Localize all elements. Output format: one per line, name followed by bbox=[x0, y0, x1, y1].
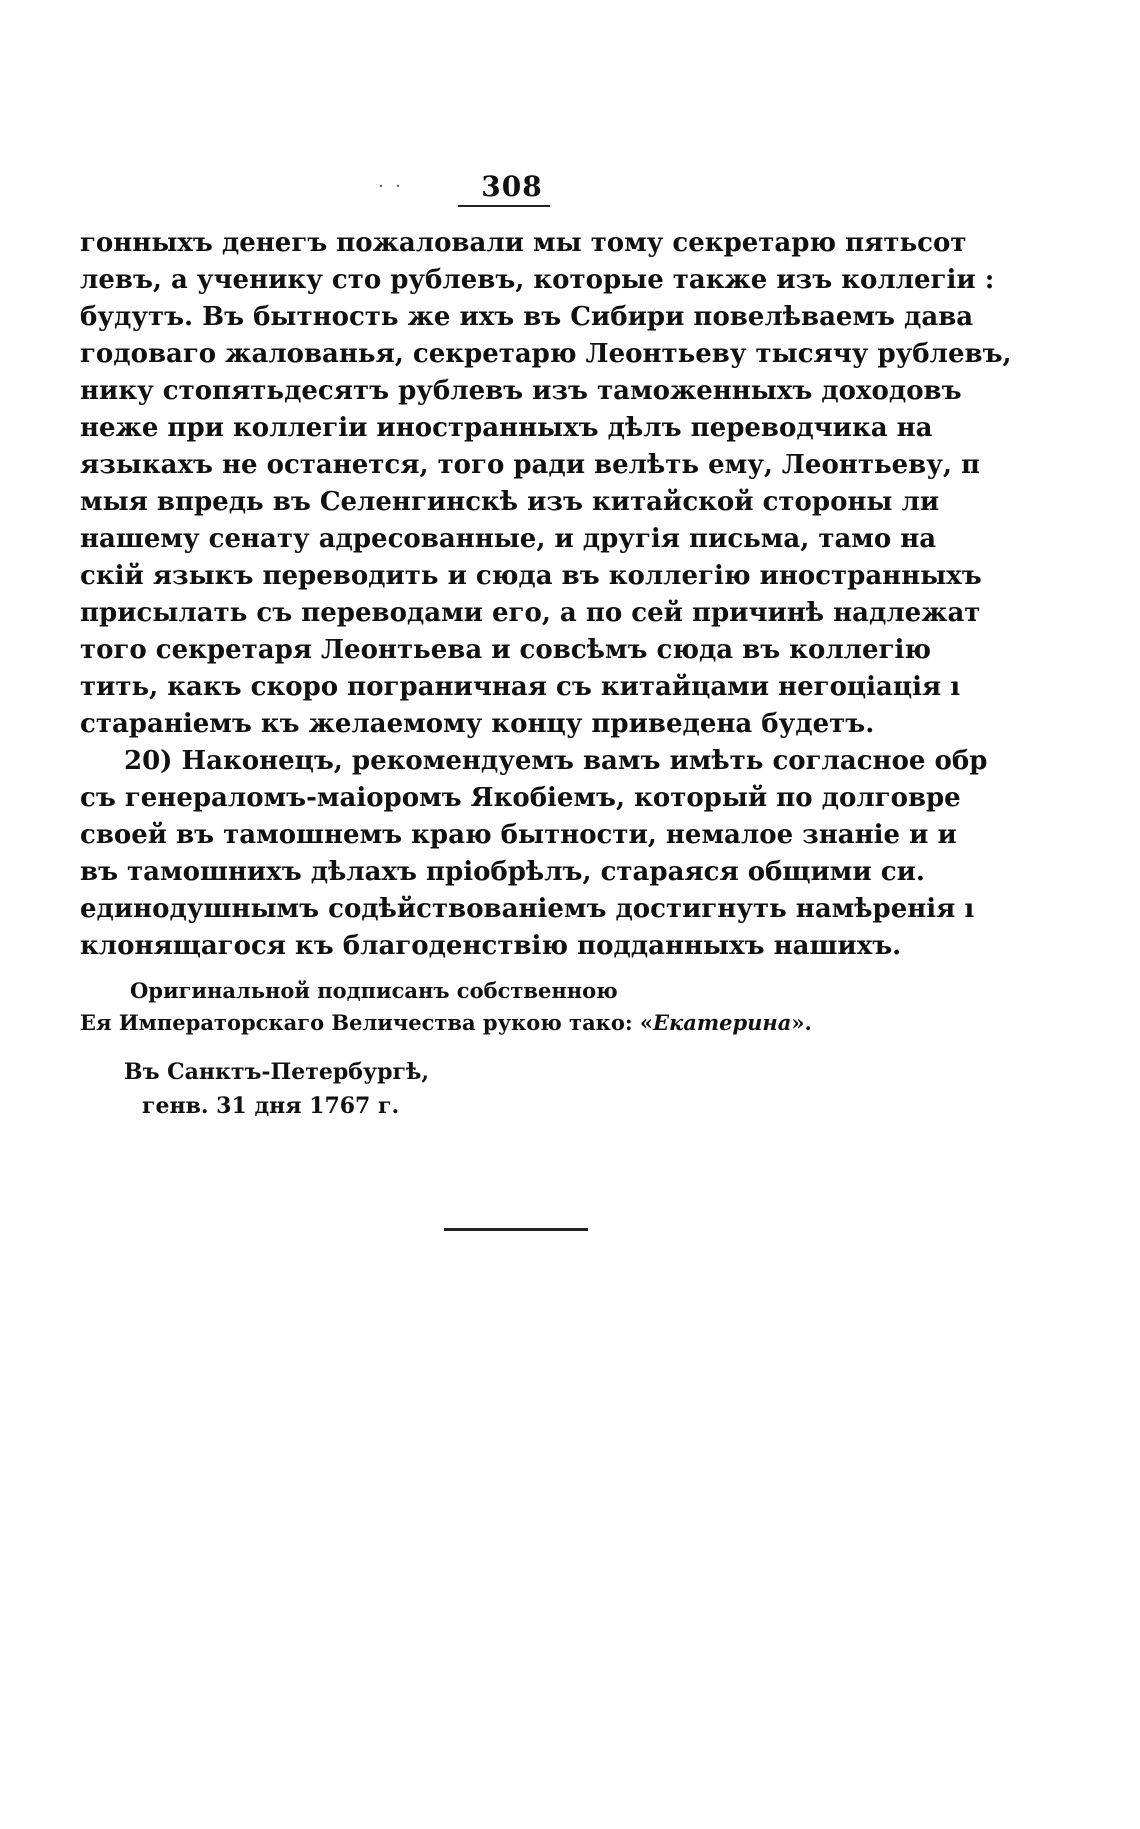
signature-prefix: Ея Императорскаго Величества рукою тако: « bbox=[80, 1010, 654, 1035]
text-line: будутъ. Въ бытность же ихъ въ Сибири повелѣваемъ дава bbox=[80, 302, 974, 332]
text-line: неже при коллегіи иностранныхъ дѣлъ переводчика на bbox=[80, 413, 933, 443]
text-line: гонныхъ денегъ пожаловали мы тому секретарю пятьсот bbox=[80, 228, 967, 258]
text-line: своей въ тамошнемъ краю бытности, немалое знаніе и и bbox=[80, 820, 957, 850]
text-line: тить, какъ скоро пограничная съ китайцами негоціація ı bbox=[80, 672, 961, 702]
text-line: клонящагося къ благоденствію подданныхъ нашихъ. bbox=[80, 931, 902, 961]
paragraph-20-start: 20) Наконецъ, рекомендуемъ вамъ имѣть согласное обр bbox=[124, 746, 988, 776]
text-line: того секретаря Леонтьева и совсѣмъ сюда въ коллегію bbox=[80, 635, 932, 665]
text-line: годоваго жалованья, секретарю Леонтьеву тысячу рублевъ, bbox=[80, 339, 1012, 369]
text-line: мыя впредь въ Селенгинскѣ изъ китайской стороны ли bbox=[80, 487, 940, 517]
place-line: Въ Санктъ-Петербургѣ, bbox=[124, 1059, 430, 1085]
text-line: стараніемъ къ желаемому концу приведена будетъ. bbox=[80, 709, 875, 739]
text-line: единодушнымъ содѣйствованіемъ достигнуть намѣренія ı bbox=[80, 894, 975, 924]
body-text bbox=[80, 225, 1012, 965]
text-line: присылать съ переводами его, а по сей причинѣ надлежат bbox=[80, 598, 981, 628]
margin-specks: · · bbox=[378, 176, 401, 197]
date-line: генв. 31 дня 1767 г. bbox=[142, 1093, 400, 1119]
text-line: языкахъ не останется, того ради велѣть ему, Леонтьеву, п bbox=[80, 450, 980, 480]
text-line: нику стопятьдесятъ рублевъ изъ таможенныхъ доходовъ bbox=[80, 376, 962, 406]
signature-block bbox=[80, 975, 840, 1039]
text-line: левъ, а ученику сто рублевъ, которые также изъ коллегіи : bbox=[80, 265, 995, 295]
page-number: 308 bbox=[481, 170, 543, 203]
place-date-block bbox=[124, 1055, 429, 1123]
end-rule bbox=[444, 1228, 588, 1231]
signature-suffix: ». bbox=[791, 1010, 812, 1035]
text-line: въ тамошнихъ дѣлахъ пріобрѣлъ, стараяся общими си. bbox=[80, 857, 925, 887]
text-line: съ генераломъ-маіоромъ Якобіемъ, который по долговре bbox=[80, 783, 961, 813]
signature-name: Екатерина bbox=[653, 1010, 792, 1035]
signature-line-2 bbox=[80, 1007, 840, 1039]
text-line: нашему сенату адресованные, и другія письма, тамо на bbox=[80, 524, 937, 554]
signature-line-1: Оригинальной подписанъ собственною bbox=[130, 978, 618, 1003]
text-line: скій языкъ переводить и сюда въ коллегію иностранныхъ bbox=[80, 561, 982, 591]
page-number-rule bbox=[458, 205, 550, 207]
